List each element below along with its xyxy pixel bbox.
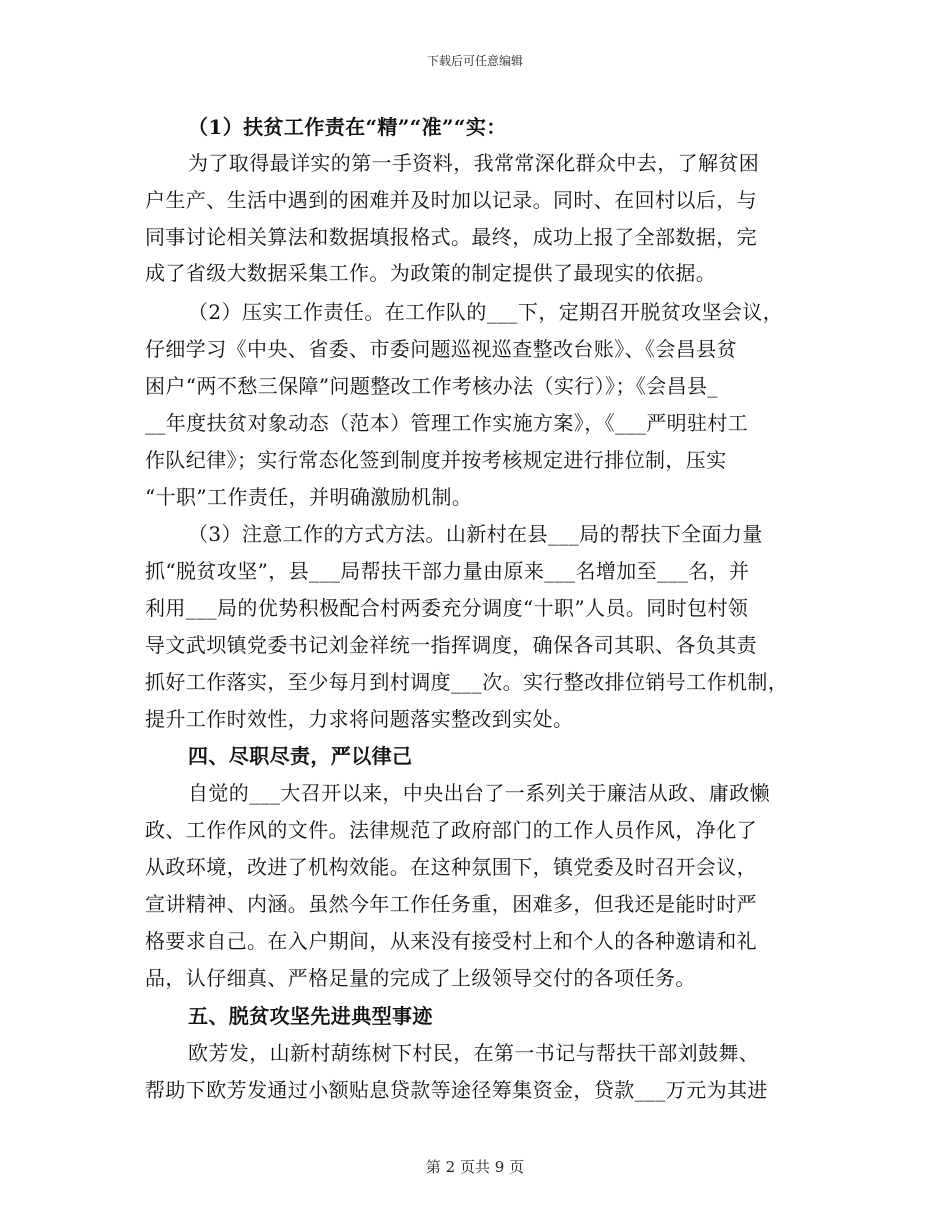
page-header: 下载后可任意编辑 (426, 54, 523, 68)
page-number: 第 2 页共 9 页 (425, 1158, 525, 1176)
paragraph-line: 格要求自己。在入户期间，从来没有接受村上和个人的各种邀请和礼 (145, 929, 757, 953)
paragraph-line: 欧芳发，山新村葫练树下村民，在第一书记与帮扶干部刘鼓舞、 (188, 1041, 760, 1065)
paragraph-line: 品，认仔细真、严格足量的完成了上级领导交付的各项任务。 (145, 966, 696, 990)
section-heading: （1）扶贫工作责在“精”“准”“实： (188, 115, 507, 139)
paragraph-line: 仔细学习《中央、省委、市委问题巡视巡查整改台账》、《会昌县贫 (145, 337, 737, 361)
paragraph-line: （3）注意工作的方式方法。山新村在县___局的帮扶下全面力量 (188, 522, 763, 546)
section-heading: 五、脱贫攻坚先进典型事迹 (188, 1004, 433, 1028)
section-heading: 四、尽职尽责，严以律己 (188, 744, 413, 768)
paragraph-line: 户生产、生活中遇到的困难并及时加以记录。同时、在回村以后，与 (145, 188, 757, 212)
paragraph-line: __年度扶贫对象动态（范本）管理工作实施方案》，《___严明驻村工 (145, 411, 749, 435)
paragraph-line: “十职”工作责任，并明确激励机制。 (145, 485, 473, 509)
paragraph-line: 自觉的___大召开以来，中央出台了一系列关于廉洁从政、庸政懒 (188, 781, 770, 805)
paragraph-line: 政、工作作风的文件。法律规范了政府部门的工作人员作风，净化了 (145, 818, 757, 842)
paragraph-line: 提升工作时效性，力求将问题落实整改到实处。 (145, 707, 574, 731)
paragraph-line: 宣讲精神、内涵。虽然今年工作任务重，困难多，但我还是能时时严 (145, 892, 757, 916)
paragraph-line: 帮助下欧芳发通过小额贴息贷款等途径筹集资金，贷款___万元为其进 (145, 1078, 768, 1102)
paragraph-line: （2）压实工作责任。在工作队的___下，定期召开脱贫攻坚会议， (188, 300, 784, 324)
paragraph-line: 导文武坝镇党委书记刘金祥统一指挥调度，确保各司其职、各负其责 (145, 633, 757, 657)
paragraph-line: 作队纪律》；实行常态化签到制度并按考核规定进行排位制，压实 (145, 448, 727, 472)
paragraph-line: 为了取得最详实的第一手资料，我常常深化群众中去，了解贫困 (188, 151, 760, 175)
paragraph-line: 抓“脱贫攻坚”，县___局帮扶干部力量由原来___名增加至___名，并 (145, 559, 750, 583)
paragraph-line: 成了省级大数据采集工作。为政策的制定提供了最现实的依据。 (145, 261, 717, 285)
paragraph-line: 从政环境，改进了机构效能。在这种氛围下，镇党委及时召开会议， (145, 855, 757, 879)
paragraph-line: 同事讨论相关算法和数据填报格式。最终，成功上报了全部数据，完 (145, 225, 757, 249)
paragraph-line: 利用___局的优势积极配合村两委充分调度“十职”人员。同时包村领 (145, 596, 749, 620)
paragraph-line: 抓好工作落实，至少每月到村调度___次。实行整改排位销号工作机制， (145, 670, 789, 694)
paragraph-line: 困户“两不愁三保障”问题整改工作考核办法（实行）》；《会昌县_ (145, 374, 718, 398)
